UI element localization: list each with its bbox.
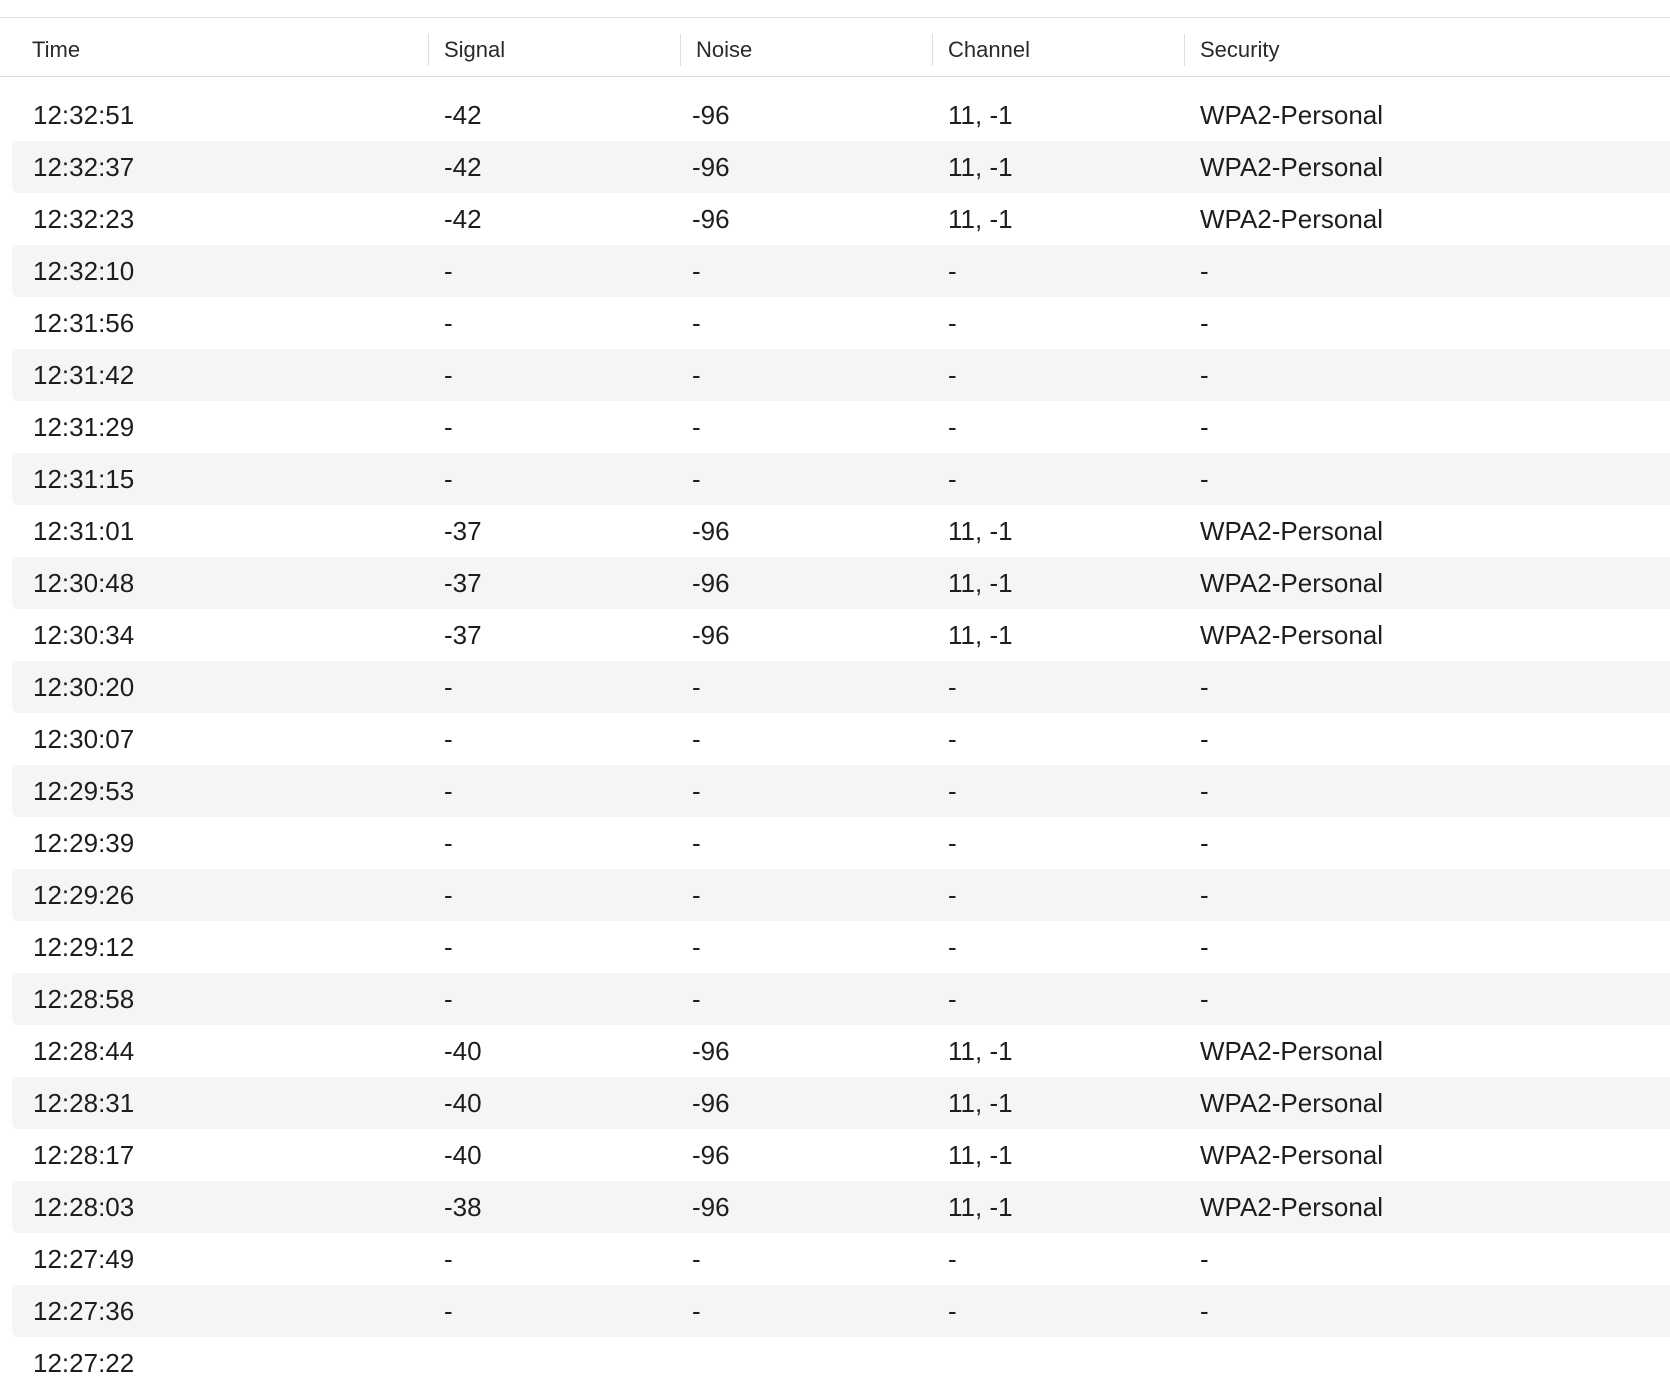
table-row[interactable] xyxy=(12,973,1670,1025)
table-row[interactable] xyxy=(12,1181,1670,1233)
cell-time: 12:31:56 xyxy=(33,308,135,338)
cell-security: - xyxy=(1200,464,1209,494)
cell-time: 12:29:26 xyxy=(33,880,135,910)
cell-channel: - xyxy=(948,1244,957,1274)
table-row[interactable] xyxy=(12,661,1670,713)
cell-time: 12:31:01 xyxy=(33,516,135,546)
cell-signal: -37 xyxy=(444,620,482,650)
cell-channel: 11, -1 xyxy=(948,516,1013,546)
cell-security: WPA2-Personal xyxy=(1200,516,1384,546)
cell-channel: - xyxy=(948,672,957,702)
cell-channel: 11, -1 xyxy=(948,100,1013,130)
cell-noise: - xyxy=(692,828,701,858)
cell-signal: - xyxy=(444,984,453,1014)
cell-time: 12:30:07 xyxy=(33,724,135,754)
cell-signal: - xyxy=(444,256,453,286)
table-row[interactable] xyxy=(12,921,1670,973)
table-row[interactable] xyxy=(12,1077,1670,1129)
cell-noise: -96 xyxy=(692,1088,730,1118)
cell-time: 12:28:31 xyxy=(33,1088,135,1118)
table-row[interactable] xyxy=(12,89,1670,141)
cell-noise: - xyxy=(692,724,701,754)
cell-noise: - xyxy=(692,412,701,442)
cell-signal: - xyxy=(444,880,453,910)
table-header xyxy=(0,18,1670,77)
table-row[interactable] xyxy=(12,609,1670,661)
cell-channel: 11, -1 xyxy=(948,620,1013,650)
cell-channel: 11, -1 xyxy=(948,1036,1013,1066)
cell-security: - xyxy=(1200,1296,1209,1326)
cell-noise: -96 xyxy=(692,1140,730,1170)
table-row[interactable] xyxy=(12,1337,1670,1389)
cell-signal: - xyxy=(444,672,453,702)
cell-noise: - xyxy=(692,1244,701,1274)
cell-signal: - xyxy=(444,464,453,494)
cell-signal: -37 xyxy=(444,516,482,546)
cell-channel: 11, -1 xyxy=(948,1140,1013,1170)
cell-security: - xyxy=(1200,880,1209,910)
cell-signal: - xyxy=(444,1296,453,1326)
cell-time: 12:28:17 xyxy=(33,1140,135,1170)
table-row[interactable] xyxy=(12,1285,1670,1337)
cell-security: - xyxy=(1200,412,1209,442)
cell-security: - xyxy=(1200,308,1209,338)
cell-noise: - xyxy=(692,256,701,286)
cell-signal: -37 xyxy=(444,568,482,598)
table-row[interactable] xyxy=(12,505,1670,557)
cell-noise: - xyxy=(692,464,701,494)
cell-time: 12:27:49 xyxy=(33,1244,135,1274)
cell-signal: -40 xyxy=(444,1088,482,1118)
cell-time: 12:29:53 xyxy=(33,776,135,806)
cell-signal: -42 xyxy=(444,204,482,234)
table-body xyxy=(12,89,1670,1389)
cell-noise: - xyxy=(692,932,701,962)
cell-noise: - xyxy=(692,1296,701,1326)
cell-channel: - xyxy=(948,464,957,494)
cell-channel: - xyxy=(948,256,957,286)
cell-channel: 11, -1 xyxy=(948,152,1013,182)
cell-channel: - xyxy=(948,828,957,858)
cell-channel: - xyxy=(948,880,957,910)
cell-noise: -96 xyxy=(692,620,730,650)
cell-channel: 11, -1 xyxy=(948,204,1013,234)
cell-channel: 11, -1 xyxy=(948,568,1013,598)
cell-noise: - xyxy=(692,776,701,806)
cell-channel: - xyxy=(948,932,957,962)
cell-signal: - xyxy=(444,1244,453,1274)
cell-security: WPA2-Personal xyxy=(1200,568,1384,598)
column-header-security[interactable]: Security xyxy=(1200,37,1280,62)
cell-security: - xyxy=(1200,828,1209,858)
cell-noise: - xyxy=(692,360,701,390)
cell-security: - xyxy=(1200,776,1209,806)
cell-security: WPA2-Personal xyxy=(1200,1140,1384,1170)
table-row[interactable] xyxy=(12,297,1670,349)
cell-channel: 11, -1 xyxy=(948,1192,1013,1222)
cell-security: WPA2-Personal xyxy=(1200,1192,1384,1222)
cell-noise: -96 xyxy=(692,152,730,182)
table-row[interactable] xyxy=(12,401,1670,453)
cell-time: 12:29:12 xyxy=(33,932,135,962)
cell-security: - xyxy=(1200,932,1209,962)
cell-signal: -40 xyxy=(444,1140,482,1170)
column-header-noise[interactable]: Noise xyxy=(696,37,753,62)
cell-security: - xyxy=(1200,360,1209,390)
cell-time: 12:32:10 xyxy=(33,256,135,286)
cell-signal: -42 xyxy=(444,152,482,182)
cell-security: WPA2-Personal xyxy=(1200,100,1384,130)
column-header-time[interactable]: Time xyxy=(32,37,81,62)
cell-signal: -42 xyxy=(444,100,482,130)
cell-time: 12:28:58 xyxy=(33,984,135,1014)
cell-time: 12:27:22 xyxy=(33,1348,135,1378)
cell-noise: - xyxy=(692,984,701,1014)
cell-time: 12:31:15 xyxy=(33,464,135,494)
cell-signal: -38 xyxy=(444,1192,482,1222)
table-row[interactable] xyxy=(12,141,1670,193)
cell-security: WPA2-Personal xyxy=(1200,152,1384,182)
cell-channel: - xyxy=(948,1296,957,1326)
column-header-channel[interactable]: Channel xyxy=(948,37,1030,62)
cell-time: 12:32:37 xyxy=(33,152,135,182)
cell-security: WPA2-Personal xyxy=(1200,1088,1384,1118)
cell-channel: - xyxy=(948,984,957,1014)
cell-channel: - xyxy=(948,308,957,338)
cell-noise: - xyxy=(692,880,701,910)
cell-signal: - xyxy=(444,308,453,338)
cell-signal: - xyxy=(444,724,453,754)
table-row[interactable] xyxy=(12,1233,1670,1285)
cell-noise: -96 xyxy=(692,204,730,234)
cell-signal: - xyxy=(444,828,453,858)
cell-noise: -96 xyxy=(692,1036,730,1066)
cell-signal: - xyxy=(444,360,453,390)
table-row[interactable] xyxy=(12,245,1670,297)
cell-security: - xyxy=(1200,724,1209,754)
table-row[interactable] xyxy=(12,349,1670,401)
table-row[interactable] xyxy=(12,713,1670,765)
cell-noise: -96 xyxy=(692,1192,730,1222)
cell-time: 12:30:34 xyxy=(33,620,135,650)
column-header-signal[interactable]: Signal xyxy=(444,37,506,62)
cell-signal: - xyxy=(444,776,453,806)
cell-channel: - xyxy=(948,776,957,806)
cell-security: - xyxy=(1200,984,1209,1014)
cell-time: 12:30:20 xyxy=(33,672,135,702)
cell-security: - xyxy=(1200,672,1209,702)
cell-channel: 11, -1 xyxy=(948,1088,1013,1118)
cell-time: 12:32:51 xyxy=(33,100,135,130)
cell-security: - xyxy=(1200,256,1209,286)
cell-time: 12:27:36 xyxy=(33,1296,135,1326)
cell-noise: -96 xyxy=(692,100,730,130)
cell-time: 12:31:29 xyxy=(33,412,135,442)
table-row[interactable] xyxy=(12,765,1670,817)
cell-time: 12:32:23 xyxy=(33,204,135,234)
cell-channel: - xyxy=(948,724,957,754)
cell-time: 12:30:48 xyxy=(33,568,135,598)
cell-noise: -96 xyxy=(692,568,730,598)
table-row[interactable] xyxy=(12,193,1670,245)
cell-signal: -40 xyxy=(444,1036,482,1066)
cell-security: - xyxy=(1200,1244,1209,1274)
cell-channel: - xyxy=(948,412,957,442)
cell-noise: - xyxy=(692,672,701,702)
cell-time: 12:31:42 xyxy=(33,360,135,390)
table-row[interactable] xyxy=(12,453,1670,505)
table-row[interactable] xyxy=(12,557,1670,609)
cell-time: 12:28:44 xyxy=(33,1036,135,1066)
cell-noise: - xyxy=(692,308,701,338)
table-row[interactable] xyxy=(12,869,1670,921)
table-row[interactable] xyxy=(12,1129,1670,1181)
cell-channel: - xyxy=(948,360,957,390)
cell-security: WPA2-Personal xyxy=(1200,620,1384,650)
cell-time: 12:28:03 xyxy=(33,1192,135,1222)
table-row[interactable] xyxy=(12,817,1670,869)
cell-time: 12:29:39 xyxy=(33,828,135,858)
cell-signal: - xyxy=(444,412,453,442)
cell-signal: - xyxy=(444,932,453,962)
table-row[interactable] xyxy=(12,1025,1670,1077)
cell-noise: -96 xyxy=(692,516,730,546)
cell-security: WPA2-Personal xyxy=(1200,1036,1384,1066)
cell-security: WPA2-Personal xyxy=(1200,204,1384,234)
